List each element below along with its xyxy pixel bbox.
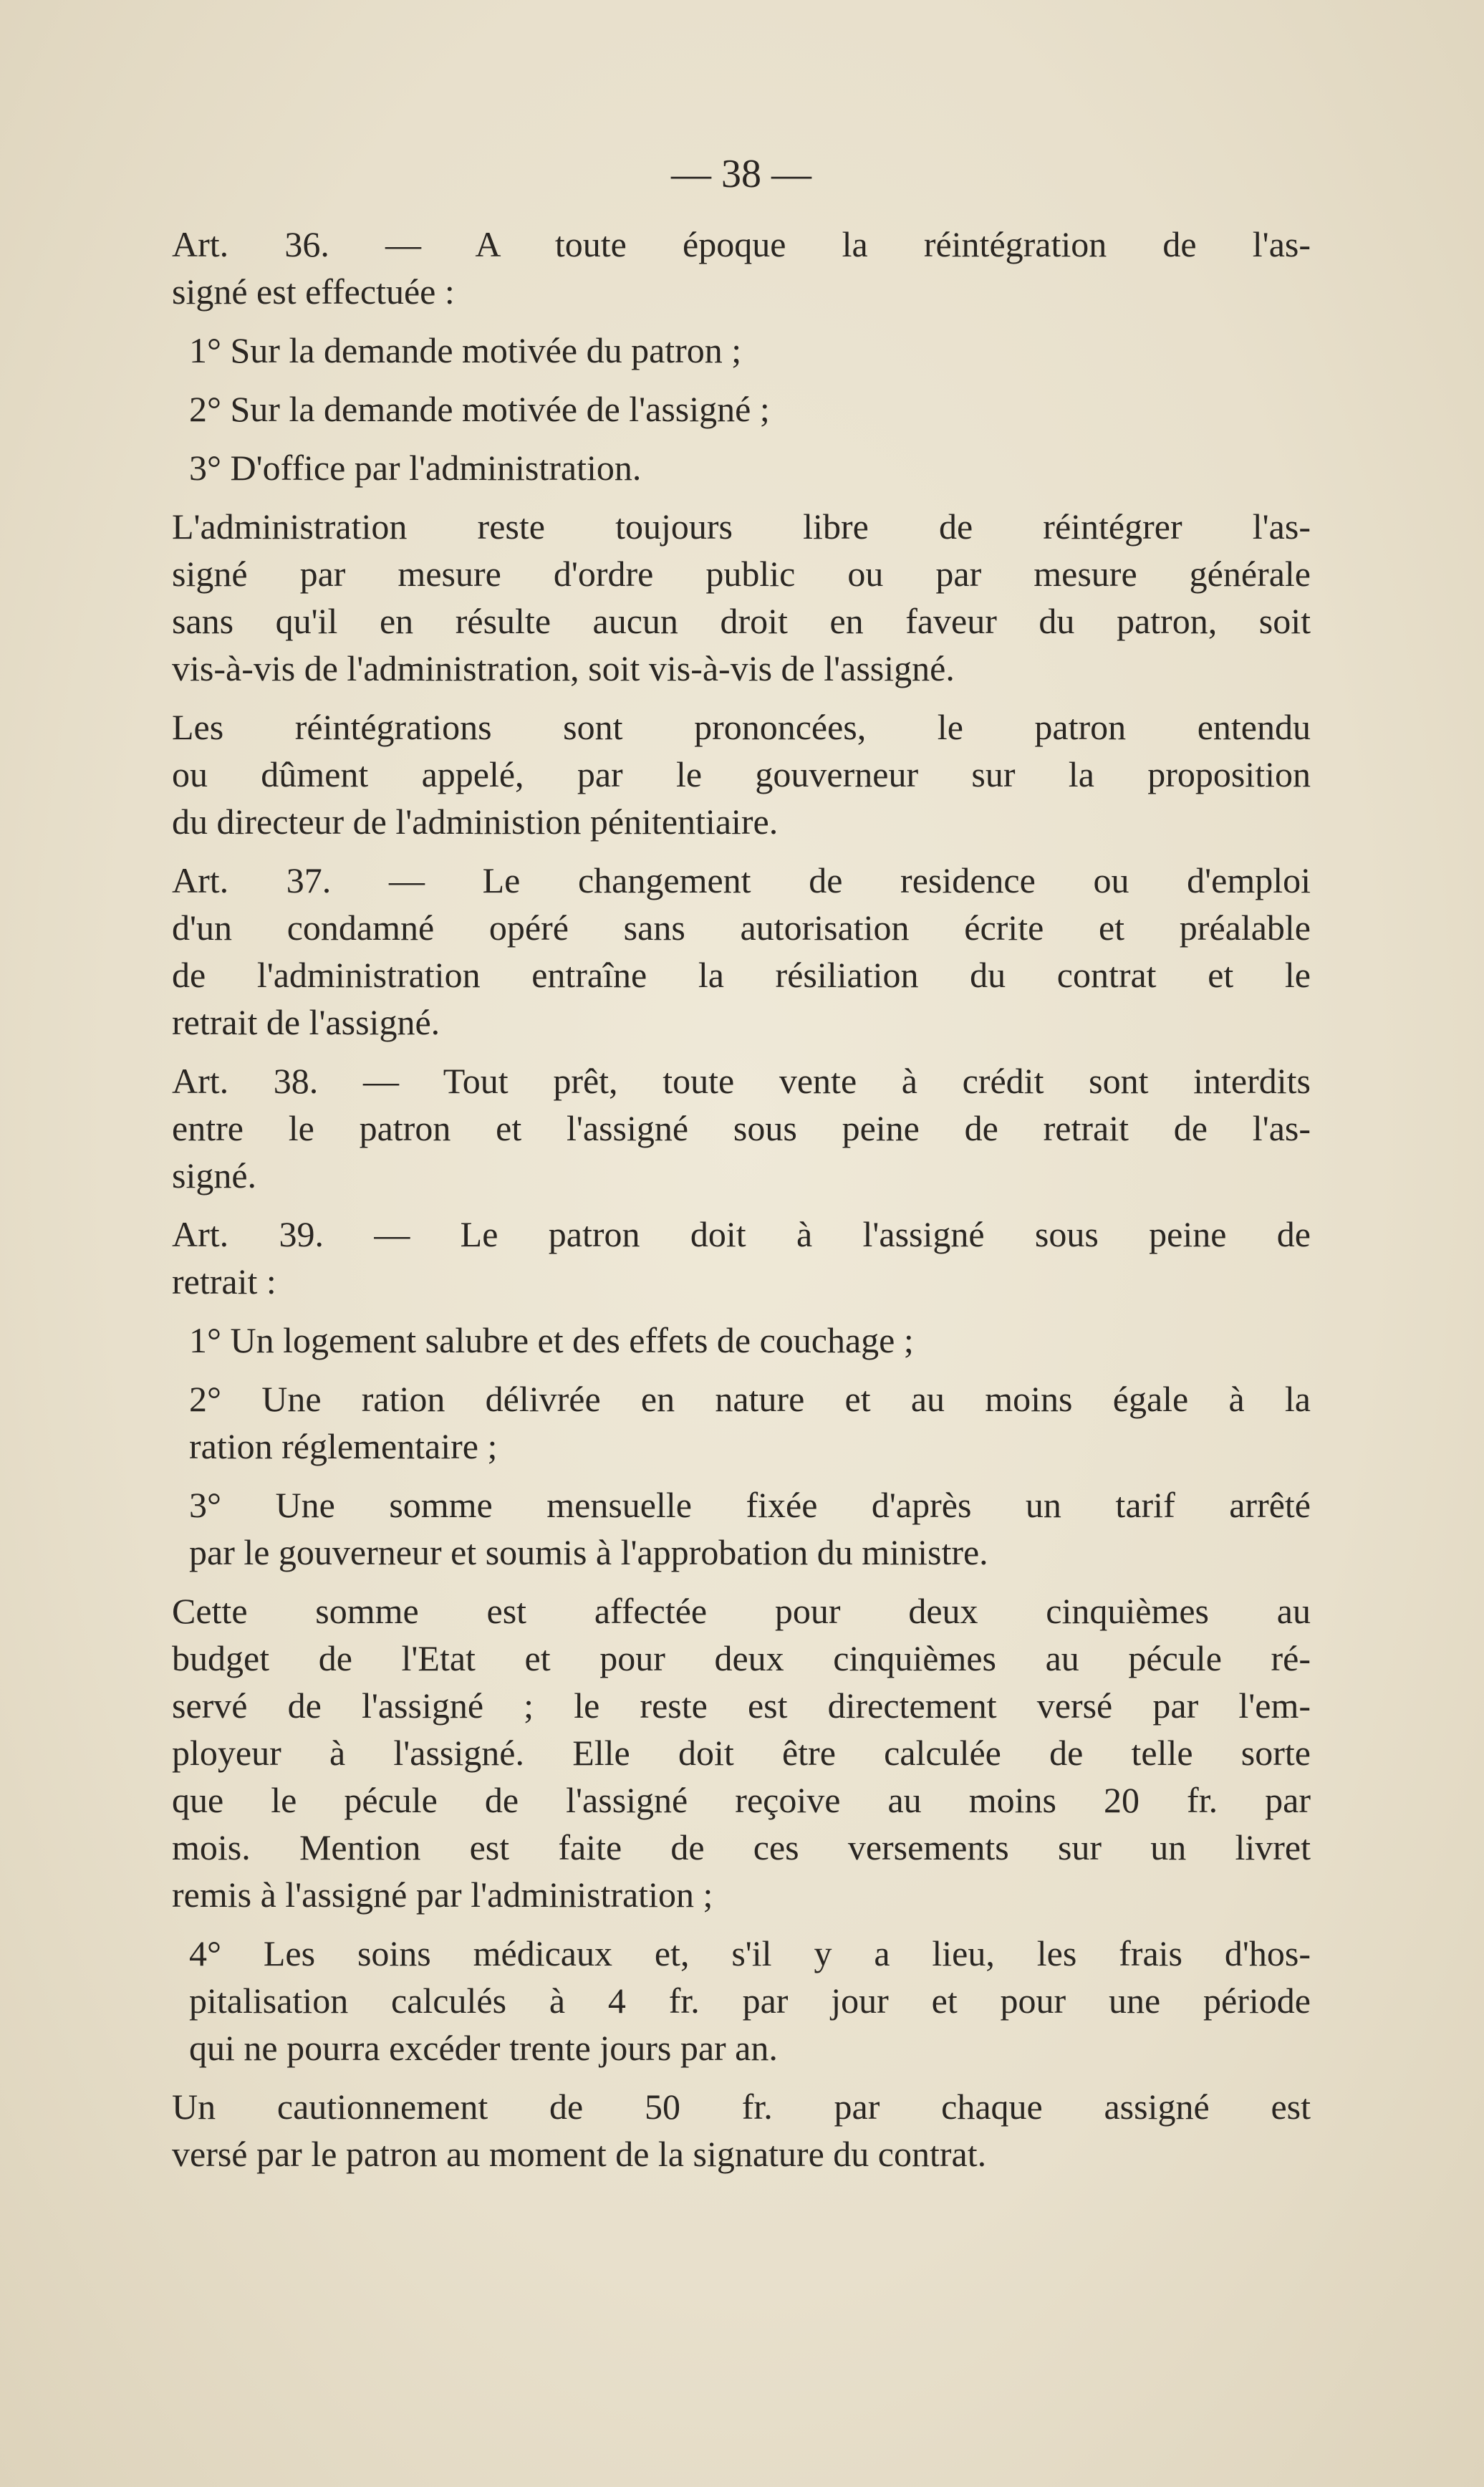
page-content xyxy=(172,150,1311,2189)
text-line: par le gouverneur et soumis à l'approbation du ministre. xyxy=(189,1532,988,1572)
text-line: ration réglementaire ; xyxy=(189,1426,498,1466)
text-line: Un cautionnement de 50 fr. par chaque assigné est xyxy=(172,2087,1311,2127)
sum-allocation-paragraph xyxy=(172,1587,1311,1918)
text-line: du directeur de l'administion pénitentiaire. xyxy=(172,802,779,842)
administration-paragraph xyxy=(172,503,1311,692)
text-line: qui ne pourra excéder trente jours par an. xyxy=(189,2028,778,2068)
text-line: pitalisation calculés à 4 fr. par jour et pour une période xyxy=(189,1981,1311,2021)
text-line: budget de l'Etat et pour deux cinquièmes au pécule ré- xyxy=(172,1638,1311,1678)
item-3-sum-paragraph xyxy=(172,1481,1311,1576)
text-line: de l'administration entraîne la résiliation du contrat et le xyxy=(172,955,1311,995)
text-line: entre le patron et l'assigné sous peine de retrait de l'as- xyxy=(172,1108,1311,1148)
text-line: Art. 38. — Tout prêt, toute vente à crédit sont interdits xyxy=(172,1061,1311,1101)
text-line: signé par mesure d'ordre public ou par mesure générale xyxy=(172,554,1311,594)
article-38-paragraph xyxy=(172,1057,1311,1199)
bond-paragraph xyxy=(172,2083,1311,2178)
article-36-paragraph xyxy=(172,221,1311,315)
text-line: retrait : xyxy=(172,1261,276,1302)
body-text xyxy=(172,221,1311,2178)
text-line: versé par le patron au moment de la signature du contrat. xyxy=(172,2134,987,2174)
article-39-paragraph xyxy=(172,1211,1311,1305)
text-line: servé de l'assigné ; le reste est directement versé par l'em- xyxy=(172,1685,1311,1726)
text-line: vis-à-vis de l'administration, soit vis-à-vis de l'assigné. xyxy=(172,648,955,688)
reintegration-paragraph xyxy=(172,703,1311,845)
item-2-paragraph xyxy=(172,385,1311,433)
page-number: — 38 — xyxy=(671,152,811,196)
text-line: signé. xyxy=(172,1155,257,1196)
text-line: Art. 39. — Le patron doit à l'assigné sous peine de xyxy=(172,1214,1311,1254)
text-line: signé est effectuée : xyxy=(172,271,455,312)
text-line: que le pécule de l'assigné reçoive au moins 20 fr. par xyxy=(172,1780,1311,1820)
text-line: L'administration reste toujours libre de réintégrer l'as- xyxy=(172,506,1311,547)
item-1-paragraph xyxy=(172,327,1311,374)
text-line: remis à l'assigné par l'administration ; xyxy=(172,1875,713,1915)
text-line: 3° Une somme mensuelle fixée d'après un tarif arrêté xyxy=(189,1485,1311,1525)
text-line: sans qu'il en résulte aucun droit en faveur du patron, soit xyxy=(172,601,1311,641)
item-3-paragraph xyxy=(172,444,1311,491)
article-37-paragraph xyxy=(172,857,1311,1046)
item-4-care-paragraph xyxy=(172,1930,1311,2072)
text-line: 3° D'office par l'administration. xyxy=(189,448,642,488)
text-line: 1° Sur la demande motivée du patron ; xyxy=(189,330,742,370)
text-line: Art. 36. — A toute époque la réintégration de l'as- xyxy=(172,224,1311,264)
text-line: 1° Un logement salubre et des effets de couchage ; xyxy=(189,1320,914,1360)
text-line: 4° Les soins médicaux et, s'il y a lieu, les frais d'hos- xyxy=(189,1933,1311,1973)
text-line: Les réintégrations sont prononcées, le patron entendu xyxy=(172,707,1311,747)
text-line: d'un condamné opéré sans autorisation écrite et préalable xyxy=(172,908,1311,948)
text-line: retrait de l'assigné. xyxy=(172,1002,440,1042)
text-line: mois. Mention est faite de ces versements sur un livret xyxy=(172,1827,1311,1867)
text-line: Cette somme est affectée pour deux cinquièmes au xyxy=(172,1591,1311,1631)
text-line: ou dûment appelé, par le gouverneur sur la proposition xyxy=(172,754,1311,794)
item-1-lodging-paragraph xyxy=(172,1317,1311,1364)
text-line: 2° Sur la demande motivée de l'assigné ; xyxy=(189,389,770,429)
text-line: 2° Une ration délivrée en nature et au moins égale à la xyxy=(189,1379,1311,1419)
text-line: Art. 37. — Le changement de residence ou d'emploi xyxy=(172,860,1311,900)
item-2-ration-paragraph xyxy=(172,1375,1311,1470)
text-line: ployeur à l'assigné. Elle doit être calculée de telle sorte xyxy=(172,1733,1311,1773)
